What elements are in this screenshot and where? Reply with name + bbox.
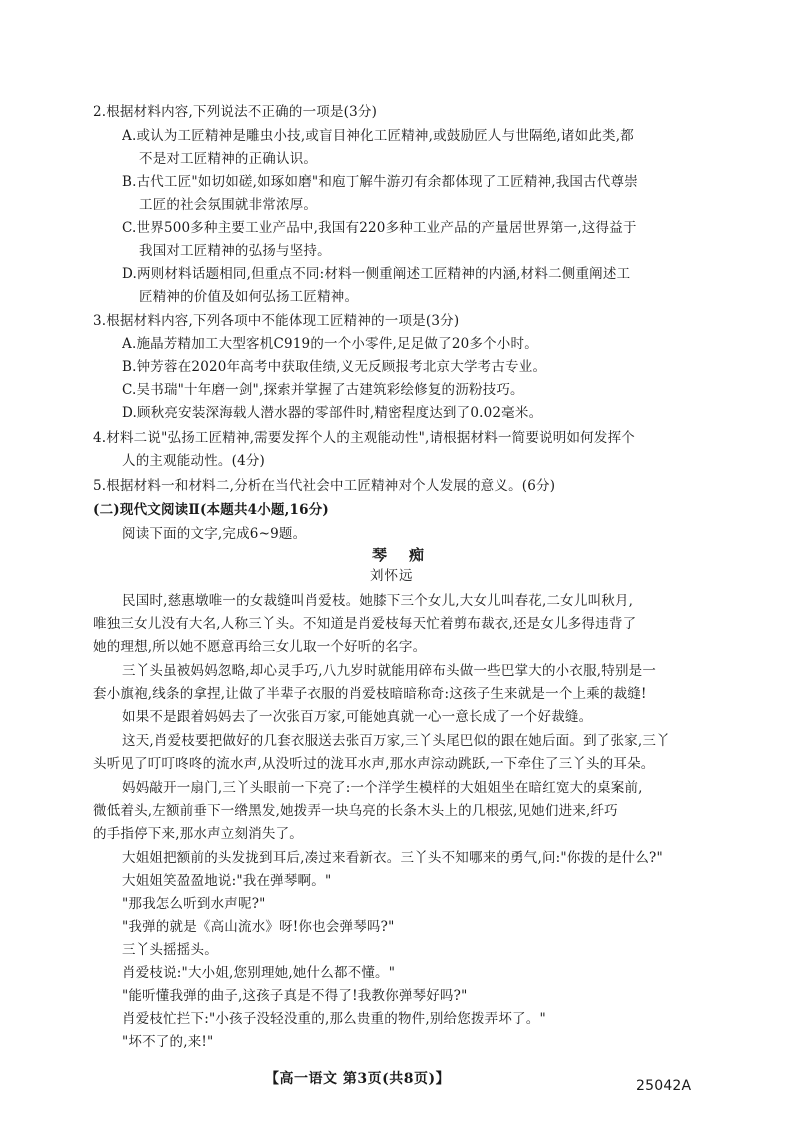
story-line: 套小旗袍,线条的拿捏,让做了半辈子衣服的肖爱枝暗暗称奇:这孩子生来就是一个上乘的裁缝! bbox=[93, 686, 647, 702]
option-2c-line-1: C.世界500多种主要工业产品中,我国有220多种工业产品的产量居世界第一,这得益于 bbox=[122, 220, 637, 236]
option-2c-line-2: 我国对工匠精神的弘扬与坚持。 bbox=[139, 243, 331, 259]
story-line: 肖爱枝忙拦下:"小孩子没轻没重的,那么贵重的物件,别给您拨弄坏了。" bbox=[122, 1011, 546, 1027]
question-4-line-2: 人的主观能动性。(4分) bbox=[122, 453, 266, 469]
reading-instruction: 阅读下面的文字,完成6~9题。 bbox=[122, 526, 307, 542]
story-line: 唯独三女儿没有大名,人称三丫头。不知道是肖爱枝每天忙着剪布裁衣,还是女儿多得违背了 bbox=[93, 616, 637, 632]
story-line: 如果不是跟着妈妈去了一次张百万家,可能她真就一心一意长成了一个好裁缝。 bbox=[122, 709, 593, 725]
option-2b-line-1: B.古代工匠"如切如磋,如琢如磨"和庖丁解牛游刃有余都体现了工匠精神,我国古代尊崇 bbox=[122, 174, 638, 190]
story-author: 刘怀远 bbox=[370, 568, 414, 584]
paper-code: 25042A bbox=[636, 1078, 692, 1094]
story-line: 肖爱枝说:"大小姐,您别理她,她什么都不懂。" bbox=[122, 965, 396, 981]
option-2a-line-1: A.或认为工匠精神是雕虫小技,或盲目神化工匠精神,或鼓励匠人与世隔绝,诸如此类,都 bbox=[122, 128, 634, 144]
story-line: 微低着头,左额前垂下一绺黑发,她拨弄一块乌亮的长条木头上的几根弦,见她们进来,纤巧 bbox=[93, 803, 618, 819]
story-line: "坏不了的,来!" bbox=[122, 1034, 214, 1050]
story-title: 琴痴 bbox=[372, 546, 447, 564]
question-4-line-1: 4.材料二说"弘扬工匠精神,需要发挥个人的主观能动性",请根据材料一简要说明如何发挥个 bbox=[93, 430, 635, 446]
story-line: 三丫头摇摇头。 bbox=[122, 942, 218, 958]
option-2d-line-1: D.两则材料话题相同,但重点不同:材料一侧重阐述工匠精神的内涵,材料二侧重阐述工 bbox=[122, 266, 631, 282]
section-heading: (二)现代文阅读Ⅱ(本题共4小题,16分) bbox=[93, 502, 330, 518]
story-line: 头听见了叮叮咚咚的流水声,从没听过的泷耳水声,那水声淙动跳跃,一下牵住了三丫头的耳朵。 bbox=[93, 756, 655, 772]
story-line: "能听懂我弹的曲子,这孩子真是不得了!我教你弹琴好吗?" bbox=[122, 988, 468, 1004]
story-line: 大姐姐笑盈盈地说:"我在弹琴啊。" bbox=[122, 873, 332, 889]
option-3d: D.顾秋亮安装深海载人潜水器的零部件时,精密程度达到了0.02毫米。 bbox=[122, 405, 543, 421]
option-3b: B.钟芳蓉在2020年高考中获取佳绩,义无反顾报考北京大学考古专业。 bbox=[122, 359, 547, 375]
option-2a-line-2: 不是对工匠精神的正确认识。 bbox=[139, 151, 318, 167]
question-2-stem: 2.根据材料内容,下列说法不正确的一项是(3分) bbox=[93, 104, 378, 120]
story-line: 她的理想,所以她不愿意再给三女儿取一个好听的名字。 bbox=[93, 639, 427, 655]
option-2d-line-2: 匠精神的价值及如何弘扬工匠精神。 bbox=[139, 289, 359, 305]
story-line: 民国时,慈惠墩唯一的女裁缝叫肖爱枝。她膝下三个女儿,大女儿叫春花,二女儿叫秋月, bbox=[122, 593, 634, 609]
question-5: 5.根据材料一和材料二,分析在当代社会中工匠精神对个人发展的意义。(6分) bbox=[93, 478, 556, 494]
story-line: 三丫头虽被妈妈忽略,却心灵手巧,八九岁时就能用碎布头做一些巴掌大的小衣服,特别是一 bbox=[122, 663, 657, 679]
page-footer: 【高一语文 第3页(共8页)】 bbox=[265, 1071, 451, 1087]
story-line: "我弹的就是《高山流水》呀!你也会弹琴吗?" bbox=[122, 919, 395, 935]
option-3a: A.施晶芳精加工大型客机C919的一个小零件,足足做了20多个小时。 bbox=[122, 336, 538, 352]
option-2b-line-2: 工匠的社会氛围就非常浓厚。 bbox=[139, 197, 318, 213]
story-line: 妈妈敲开一扇门,三丫头眼前一下亮了:一个洋学生模样的大姐姐坐在暗红宽大的桌案前, bbox=[122, 780, 643, 796]
question-3-stem: 3.根据材料内容,下列各项中不能体现工匠精神的一项是(3分) bbox=[93, 313, 460, 329]
story-line: 的手指停下来,那水声立刻消失了。 bbox=[93, 826, 303, 842]
option-3c: C.吴书瑞"十年磨一剑",探索并掌握了古建筑彩绘修复的沥粉技巧。 bbox=[122, 382, 524, 398]
story-line: 这天,肖爱枝要把做好的几套衣服送去张百万家,三丫头尾巴似的跟在她后面。到了张家,三丫 bbox=[122, 733, 670, 749]
story-line: 大姐姐把额前的头发拢到耳后,凑过来看新衣。三丫头不知哪来的勇气,问:"你拨的是什么?" bbox=[122, 850, 663, 866]
story-line: "那我怎么听到水声呢?" bbox=[122, 896, 266, 912]
